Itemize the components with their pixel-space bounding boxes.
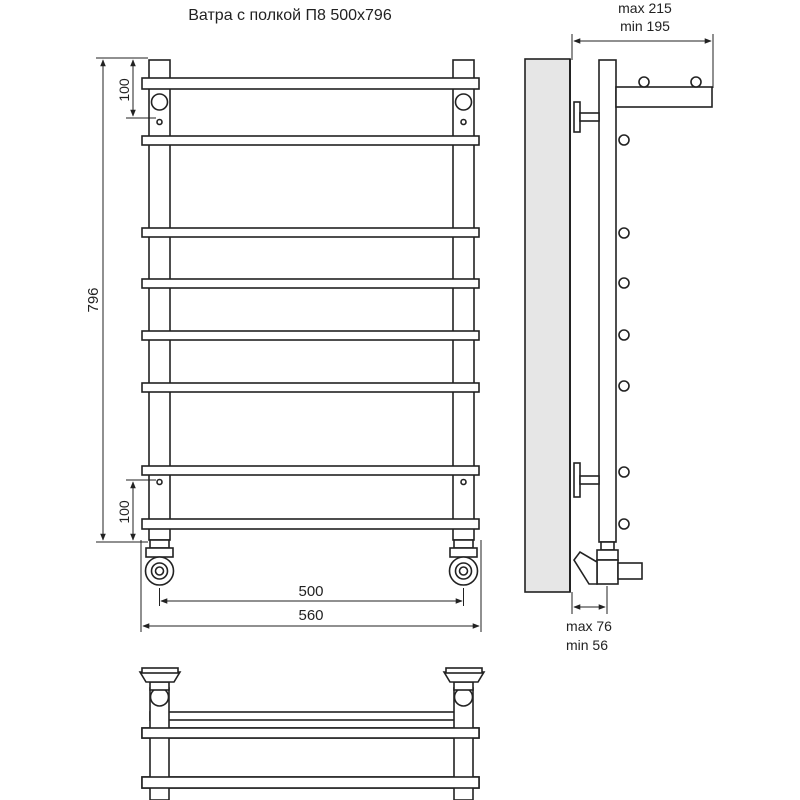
height-dimension-label: 796 (85, 287, 102, 313)
rung (142, 466, 479, 475)
right-top-plug (456, 94, 472, 110)
left-bottom-mount-hole (157, 480, 162, 485)
rung (142, 136, 479, 145)
front-view (142, 60, 479, 585)
side-view (525, 59, 712, 592)
wall (525, 59, 570, 592)
side-post (599, 60, 616, 542)
top-view-rail (150, 712, 472, 720)
top-wall-mount (574, 102, 599, 132)
top-view-right-flange (444, 668, 484, 706)
rung (142, 519, 479, 529)
overall-width-label: 560 (298, 607, 324, 624)
shelf-bracket (616, 87, 712, 107)
side-rung-ends (619, 135, 629, 529)
top-spacing-label: 100 (116, 78, 132, 102)
top-shelf-rail (142, 78, 479, 89)
pipe-offset-min-label: min 56 (565, 637, 609, 653)
side-valve (574, 542, 642, 584)
drawing-title: Ватра с полкой П8 500х796 (188, 7, 392, 24)
top-view-left-flange (140, 668, 180, 706)
left-valve (146, 540, 174, 585)
top-view (140, 668, 484, 800)
wall-distance-min-label: min 195 (620, 18, 670, 34)
pipe-offset-max-label: max 76 (566, 618, 612, 634)
right-bottom-mount-hole (461, 480, 466, 485)
rungs (142, 136, 479, 529)
right-valve (450, 540, 478, 585)
left-top-plug (152, 94, 168, 110)
bottom-wall-mount (574, 463, 599, 497)
rung (142, 279, 479, 288)
left-top-mount-hole (157, 120, 162, 125)
wall-distance-max-label: max 215 (618, 0, 672, 16)
right-top-mount-hole (461, 120, 466, 125)
center-distance-label: 500 (298, 583, 324, 600)
rung (142, 331, 479, 340)
rung (142, 383, 479, 392)
rung (142, 228, 479, 237)
bottom-spacing-label: 100 (116, 500, 132, 524)
